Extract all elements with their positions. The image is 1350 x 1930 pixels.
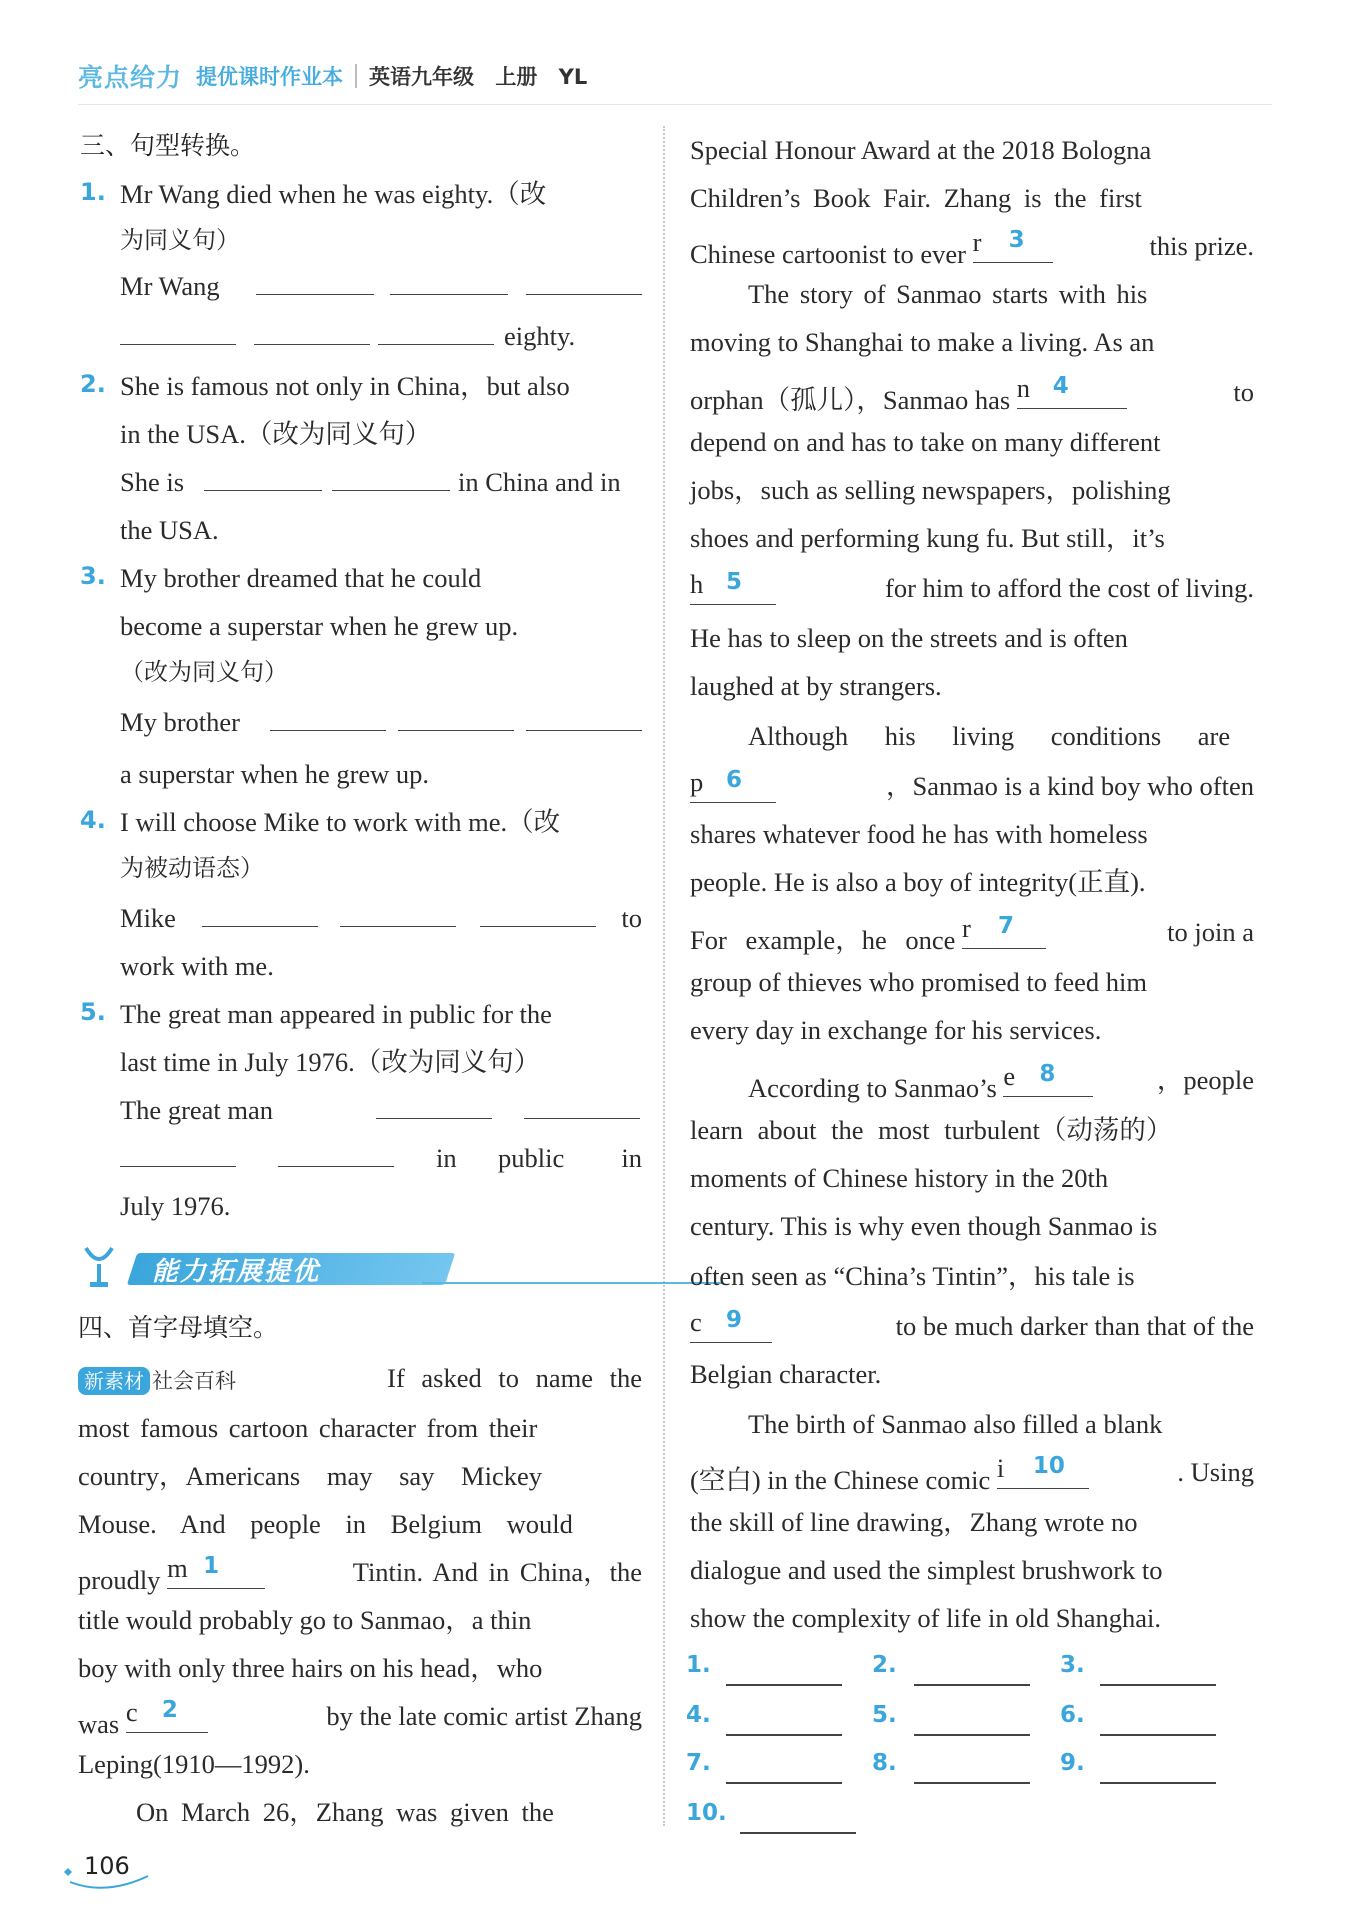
q2-answer-line2: the USA.	[120, 515, 219, 545]
answer-label: 3.	[1060, 1652, 1085, 1678]
series-title: 提优课时作业本	[196, 65, 344, 89]
passage-line: every day in exchange for his services.	[690, 1015, 1102, 1045]
category-label: 社会百科	[152, 1368, 236, 1393]
passage-line: For example，he once r 7 to join a	[690, 910, 1254, 954]
passage-line: the skill of line drawing，Zhang wrote no	[690, 1507, 1138, 1537]
header-rule	[78, 104, 1272, 105]
blank-5[interactable]: h 5	[690, 566, 776, 605]
q1-text: Mr Wang died when he was eighty.（改	[120, 179, 547, 209]
passage-line: Special Honour Award at the 2018 Bologna	[690, 135, 1152, 165]
answer-blank-10[interactable]	[740, 1832, 856, 1834]
answer-blank-9[interactable]	[1100, 1782, 1216, 1784]
blank-1[interactable]: m 1	[167, 1550, 265, 1589]
q1-instruction: 为同义句）	[120, 226, 240, 254]
passage-line: group of thieves who promised to feed him	[690, 967, 1148, 997]
passage-line: h 5 for him to afford the cost of living.	[690, 566, 1254, 610]
trophy-icon	[82, 1244, 116, 1290]
q4-text: I will choose Mike to work with me.（改	[120, 807, 561, 837]
blank-8[interactable]: e 8	[1003, 1058, 1093, 1097]
passage-line: On March 26，Zhang was given the	[136, 1797, 554, 1827]
blank-7[interactable]: r 7	[962, 910, 1046, 949]
q1-answer-line2: eighty.	[120, 314, 642, 358]
blank[interactable]	[120, 314, 236, 345]
answer-blank-7[interactable]	[726, 1782, 842, 1784]
passage-line: Chinese cartoonist to ever r 3 this prize.	[690, 224, 1254, 268]
blank[interactable]	[390, 264, 508, 295]
passage-line: dialogue and used the simplest brushwork to	[690, 1555, 1163, 1585]
passage-line: century. This is why even though Sanmao is	[690, 1211, 1158, 1241]
passage-line: c 9 to be much darker than that of the	[690, 1304, 1254, 1348]
blank[interactable]	[204, 460, 322, 491]
blank-6[interactable]: p 6	[690, 764, 776, 803]
q2-answer-line1: She is in China and in	[120, 460, 642, 504]
passage-line: title would probably go to Sanmao，a thin	[78, 1605, 532, 1635]
passage-line: Leping(1910—1992).	[78, 1749, 310, 1779]
q4-answer-line2: work with me.	[120, 951, 274, 981]
blank[interactable]	[270, 700, 386, 731]
blank[interactable]	[340, 896, 456, 927]
blank[interactable]	[256, 264, 374, 295]
blank[interactable]	[398, 700, 514, 731]
answer-label: 5.	[872, 1702, 897, 1728]
blank[interactable]	[480, 896, 596, 927]
passage-line: orphan（孤儿），Sanmao has n 4 to	[690, 370, 1254, 414]
q5-answer-line3: July 1976.	[120, 1191, 231, 1221]
page-number-text: 106	[84, 1852, 130, 1880]
blank[interactable]	[120, 1136, 236, 1167]
q5-number: 5.	[80, 998, 106, 1026]
answer-label: 2.	[872, 1652, 897, 1678]
passage-line: laughed at by strangers.	[690, 671, 942, 701]
page-number	[60, 1848, 152, 1892]
q3-answer-line1: My brother	[120, 700, 642, 744]
answer-label: 4.	[686, 1702, 711, 1728]
blank-9[interactable]: c 9	[690, 1304, 772, 1343]
answer-blank-4[interactable]	[726, 1734, 842, 1736]
answer-label: 10.	[686, 1800, 727, 1826]
header-divider	[355, 64, 357, 88]
brand-logo: 亮点给力	[78, 63, 183, 92]
passage-line: p 6 ，Sanmao is a kind boy who often	[690, 764, 1254, 808]
passage-line: Belgian character.	[690, 1359, 882, 1389]
answer-blank-2[interactable]	[914, 1684, 1030, 1686]
passage-line: learn about the most turbulent（动荡的）	[690, 1115, 1173, 1145]
passage-line: proudly m 1 Tintin. And in China，the	[78, 1550, 642, 1594]
passage-line: often seen as “China’s Tintin”，his tale is	[690, 1261, 1135, 1291]
q5-answer-line2: in public in	[120, 1136, 642, 1180]
q4-answer-line1: Mike to	[120, 896, 642, 940]
banner-rule	[422, 1282, 722, 1284]
passage-line: moving to Shanghai to make a living. As an	[690, 327, 1155, 357]
q3-instruction: （改为同义句）	[120, 658, 288, 686]
answer-label: 7.	[686, 1750, 711, 1776]
passage-line: Children’s Book Fair. Zhang is the first	[690, 183, 1142, 213]
section-banner	[82, 1244, 642, 1290]
q1-answer-line1: Mr Wang	[120, 264, 642, 308]
q1-number: 1.	[80, 178, 106, 206]
answer-blank-6[interactable]	[1100, 1734, 1216, 1736]
q2-number: 2.	[80, 370, 106, 398]
blank[interactable]	[524, 1088, 640, 1119]
q3-text-line1: My brother dreamed that he could	[120, 563, 482, 593]
q2-text: She is famous not only in China，but also	[120, 371, 570, 401]
blank[interactable]	[378, 314, 494, 345]
q2-instruction: in the USA.（改为同义句）	[120, 419, 432, 449]
column-divider	[663, 126, 665, 1826]
q5-answer-line1: The great man	[120, 1088, 642, 1132]
passage-line: Although his living conditions are	[748, 721, 1231, 751]
answer-blank-3[interactable]	[1100, 1684, 1216, 1686]
blank[interactable]	[526, 264, 642, 295]
passage-line: Mouse. And people in Belgium would	[78, 1509, 573, 1539]
blank-2[interactable]: c 2	[126, 1694, 208, 1733]
answer-label: 8.	[872, 1750, 897, 1776]
passage-line: boy with only three hairs on his head，who	[78, 1653, 543, 1683]
blank[interactable]	[526, 700, 642, 731]
passage-line: shoes and performing kung fu. But still，it’s	[690, 523, 1165, 553]
page-header	[78, 56, 587, 96]
passage-line: show the complexity of life in old Shanghai.	[690, 1603, 1162, 1633]
answer-blank-8[interactable]	[914, 1782, 1030, 1784]
passage-line: most famous cartoon character from their	[78, 1413, 538, 1443]
passage-line: He has to sleep on the streets and is often	[690, 623, 1128, 653]
blank[interactable]	[278, 1136, 394, 1167]
answer-label: 6.	[1060, 1702, 1085, 1728]
blank-3[interactable]: r 3	[973, 224, 1053, 263]
q5-text-line2: last time in July 1976.（改为同义句）	[120, 1047, 541, 1077]
q3-number: 3.	[80, 562, 106, 590]
section3-title: 三、句型转换。	[80, 131, 256, 160]
answer-blank-1[interactable]	[726, 1684, 842, 1686]
blank[interactable]	[332, 460, 450, 491]
passage-line: moments of Chinese history in the 20th	[690, 1163, 1109, 1193]
passage-line: jobs，such as selling newspapers，polishing	[690, 475, 1171, 505]
answer-label: 1.	[686, 1652, 711, 1678]
q5-text-line1: The great man appeared in public for the	[120, 999, 552, 1029]
answer-blank-5[interactable]	[914, 1734, 1030, 1736]
blank-4[interactable]: n 4	[1017, 370, 1127, 409]
blank[interactable]	[376, 1088, 492, 1119]
subject-label: 英语九年级 上册 YL	[369, 65, 588, 89]
passage-line: 新素材 社会百科 If asked to name the	[78, 1356, 642, 1400]
blank[interactable]	[202, 896, 318, 927]
blank[interactable]	[254, 314, 370, 345]
blank-10[interactable]: i 10	[997, 1450, 1089, 1489]
q3-answer-line2: a superstar when he grew up.	[120, 759, 430, 789]
passage-line: The story of Sanmao starts with his	[748, 279, 1148, 309]
passage-line: country，Americans may say Mickey	[78, 1461, 543, 1491]
passage-line: depend on and has to take on many different	[690, 427, 1161, 457]
passage-line: According to Sanmao’s e 8 ，people	[748, 1058, 1254, 1102]
passage-line: shares whatever food he has with homeless	[690, 819, 1148, 849]
q4-number: 4.	[80, 806, 106, 834]
q4-instruction: 为被动语态）	[120, 854, 264, 882]
answer-label: 9.	[1060, 1750, 1085, 1776]
banner-text: 能力拓展提优	[152, 1257, 321, 1287]
q3-text-line2: become a superstar when he grew up.	[120, 611, 519, 641]
new-material-badge: 新素材	[78, 1367, 150, 1395]
passage-line: was c 2 by the late comic artist Zhang	[78, 1694, 642, 1738]
passage-line: (空白) in the Chinese comic i 10 . Using	[690, 1450, 1254, 1494]
passage-line: The birth of Sanmao also filled a blank	[748, 1409, 1163, 1439]
passage-line: people. He is also a boy of integrity(正直).	[690, 867, 1146, 897]
section4-title: 四、首字母填空。	[78, 1313, 279, 1342]
